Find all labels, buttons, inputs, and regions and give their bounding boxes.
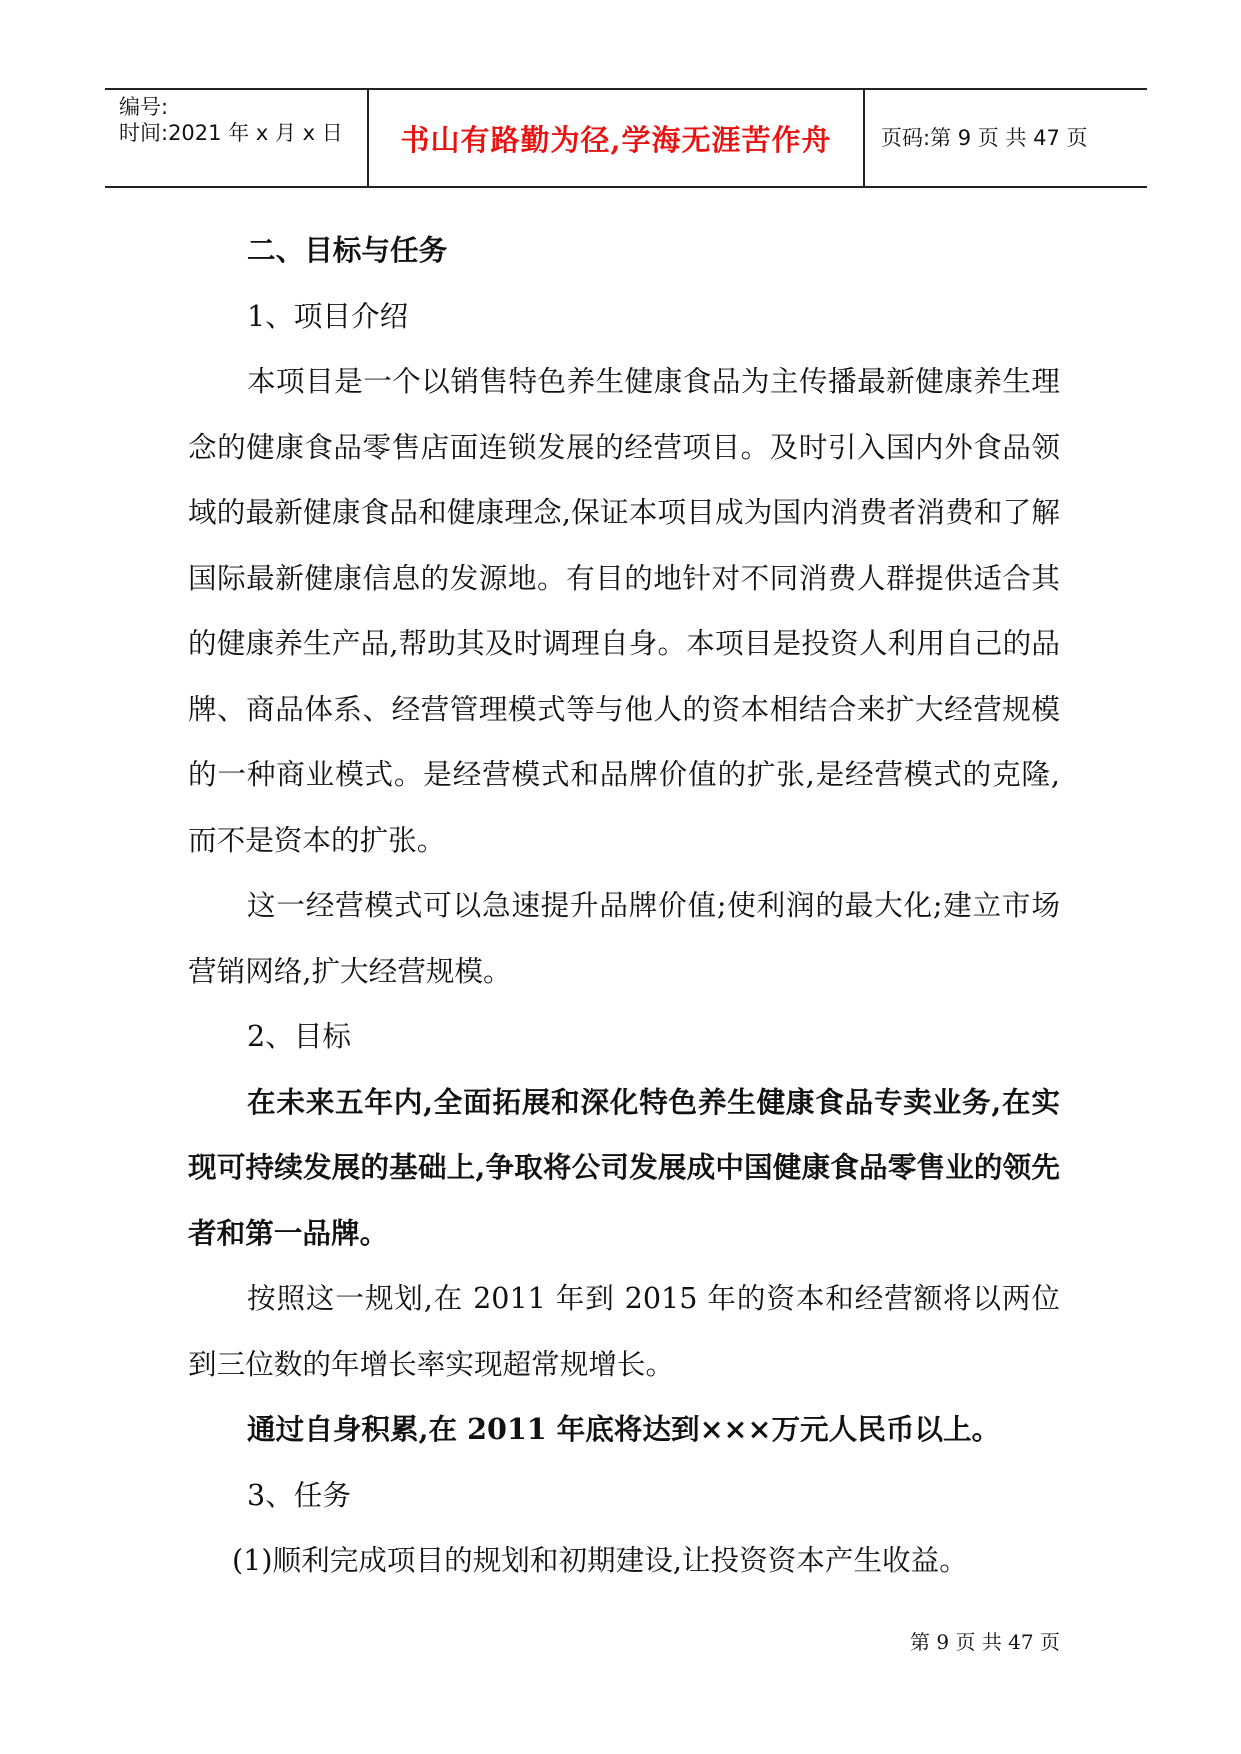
document-body: [188, 218, 1060, 1594]
header-motto-cell: [369, 90, 865, 186]
paragraph-plan: 按照这一规划,在 2011 年到 2015 年的资本和经营额将以两位到三位数的年增长率实现超常规增长。: [188, 1281, 1060, 1381]
paragraph-goal: 在未来五年内,全面拓展和深化特色养生健康食品专卖业务,在实现可持续发展的基础上,争取将公司发展成中国健康食品零售业的领先者和第一品牌。: [188, 1084, 1060, 1250]
header-page-cell: [865, 90, 1147, 186]
paragraph-model: 这一经营模式可以急速提升品牌价值;使利润的最大化;建立市场营销网络,扩大经营规模。: [188, 888, 1060, 988]
subsection-title-goal: 2、目标: [247, 1019, 351, 1053]
page-footer: 第 9 页 共 47 页: [910, 1630, 1060, 1654]
header-page-label: 页码:第 9 页 共 47 页: [881, 126, 1088, 150]
subsection-title-task: 3、任务: [247, 1477, 351, 1512]
paragraph-target: 通过自身积累,在 2011 年底将达到×××万元人民币以上。: [247, 1412, 1001, 1446]
subsection-title-intro: 1、项目介绍: [247, 298, 409, 333]
paragraph-intro: 本项目是一个以销售特色养生健康食品为主传播最新健康养生理念的健康食品零售店面连锁发展的经营项目。及时引入国内外食品领域的最新健康食品和健康理念,保证本项目成为国内消费者消费和了解国际最新健康信息的发源地。有目的地针对不同消费人群提供适合其的健康养生产品,帮助其及时调理自身。本项目是投资人利用自己的品牌、商品体系、经营管理模式等与他人的资本相结合来扩大经营规模的一种商业模式。是经营模式和品牌价值的扩张,是经营模式的克隆,而不是资本的扩张。: [188, 364, 1060, 857]
document-number-label: 编号:: [119, 95, 169, 119]
section-title: 二、目标与任务: [247, 233, 448, 267]
document-time-label: 时间:2021 年 x 月 x 日: [119, 121, 343, 145]
header-motto: 书山有路勤为径,学海无涯苦作舟: [400, 122, 832, 157]
paragraph-task-1: (1)顺利完成项目的规划和初期建设,让投资资本产生收益。: [232, 1543, 968, 1577]
header-left-cell: [105, 90, 369, 186]
page-header: [105, 88, 1147, 188]
